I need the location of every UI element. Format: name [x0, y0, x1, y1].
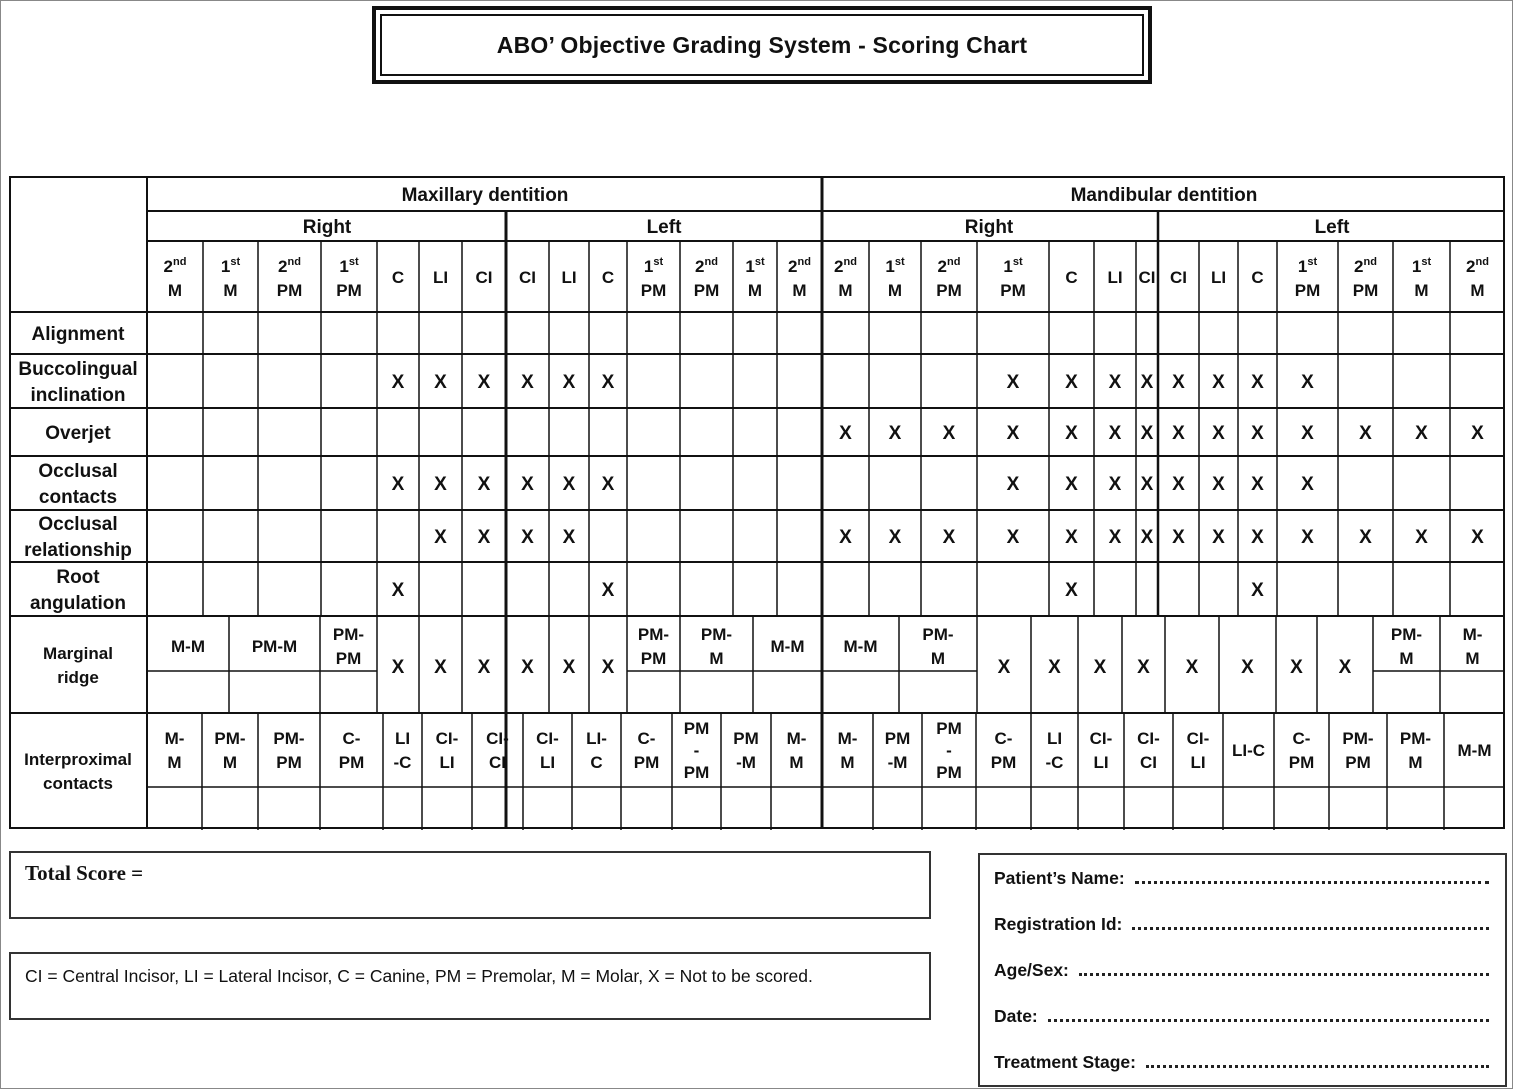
not-scored-mark: X: [1006, 423, 1020, 444]
not-scored-mark: X: [1212, 423, 1225, 444]
interproximal-label: -C: [1045, 753, 1064, 773]
scoring-chart-table: [9, 176, 1507, 832]
interproximal-label: C-: [994, 729, 1013, 749]
row-label: Root: [56, 566, 100, 588]
not-scored-mark: X: [1251, 474, 1264, 495]
not-scored-mark: X: [562, 372, 576, 393]
not-scored-mark: X: [391, 657, 405, 678]
maxillary-header: Maxillary dentition: [401, 185, 569, 206]
interproximal-label: -C: [393, 753, 412, 773]
not-scored-mark: X: [1006, 527, 1020, 548]
not-scored-mark: X: [1065, 580, 1078, 601]
not-scored-mark: X: [1301, 372, 1314, 393]
not-scored-mark: X: [1108, 372, 1122, 393]
not-scored-mark: X: [1065, 474, 1078, 495]
tooth-label: 1st: [745, 256, 765, 276]
not-scored-mark: X: [1415, 423, 1428, 444]
not-scored-mark: X: [1140, 527, 1154, 548]
not-scored-mark: X: [1471, 423, 1484, 444]
row-label: contacts: [38, 486, 118, 508]
marginal-ridge-label: PM: [335, 649, 362, 669]
row-label: inclination: [30, 384, 126, 406]
marginal-ridge-label: M: [1465, 649, 1480, 669]
marginal-ridge-label: PM-: [922, 625, 954, 645]
marginal-ridge-label: PM-M: [251, 637, 298, 657]
tooth-label: 1st: [220, 256, 241, 276]
marginal-ridge-label: PM-: [1390, 625, 1423, 645]
not-scored-mark: X: [434, 657, 447, 678]
interproximal-label: C-: [637, 729, 656, 749]
treatment-stage-line[interactable]: [1146, 1065, 1489, 1068]
tooth-label: PM: [1294, 281, 1321, 300]
interproximal-label: PM: [1345, 753, 1371, 773]
interproximal-label: LI: [1190, 753, 1206, 773]
tooth-label: 2nd: [695, 256, 718, 276]
not-scored-mark: X: [997, 657, 1011, 678]
interproximal-label: PM-: [273, 729, 305, 749]
not-scored-mark: X: [1108, 527, 1122, 548]
interproximal-label: PM: [733, 729, 759, 749]
interproximal-label: PM-: [1342, 729, 1374, 749]
tooth-label: M: [223, 281, 238, 300]
not-scored-mark: X: [1415, 527, 1428, 548]
interproximal-label: LI: [1093, 753, 1109, 773]
interproximal-label: PM: [683, 719, 710, 739]
interproximal-label: M-: [837, 729, 858, 749]
mandibular-right-header: Right: [964, 217, 1014, 238]
total-score-box[interactable]: [9, 851, 931, 919]
tooth-label: PM: [276, 281, 303, 300]
tooth-label: PM: [693, 281, 720, 300]
interproximal-label: CI: [1140, 753, 1157, 773]
date-label: Date:: [994, 1006, 1038, 1026]
interproximal-label: PM: [884, 729, 911, 749]
tooth-label: CI: [475, 268, 493, 287]
not-scored-mark: X: [521, 527, 534, 548]
patient-name-line[interactable]: [1135, 881, 1489, 884]
not-scored-mark: X: [839, 423, 852, 444]
tooth-label: 2nd: [937, 256, 961, 276]
interproximal-label: CI-: [435, 729, 459, 749]
tooth-label: M: [887, 281, 903, 300]
age-sex-line[interactable]: [1079, 973, 1489, 976]
not-scored-mark: X: [1301, 423, 1314, 444]
tooth-label: LI: [561, 268, 577, 287]
not-scored-mark: X: [1140, 372, 1154, 393]
not-scored-mark: X: [521, 474, 534, 495]
interproximal-label: -M: [736, 753, 756, 773]
tooth-label: CI: [1138, 268, 1156, 287]
row-label: Alignment: [31, 323, 125, 345]
registration-id-field[interactable]: [994, 911, 1489, 935]
not-scored-mark: X: [1251, 423, 1264, 444]
not-scored-mark: X: [1185, 657, 1199, 678]
row-label: contacts: [43, 774, 113, 794]
interproximal-label: PM-: [214, 729, 246, 749]
not-scored-mark: X: [1006, 474, 1020, 495]
mandibular-left-header: Left: [1314, 217, 1350, 238]
marginal-ridge-label: PM-: [637, 625, 670, 645]
marginal-ridge-label: M-M: [770, 637, 805, 657]
interproximal-label: PM: [683, 763, 710, 783]
interproximal-label: CI-: [536, 729, 559, 749]
tooth-label: 2nd: [788, 256, 811, 276]
tooth-label: 2nd: [278, 256, 301, 276]
not-scored-mark: X: [1359, 423, 1372, 444]
not-scored-mark: X: [839, 527, 852, 548]
maxillary-right-header: Right: [302, 217, 352, 238]
tooth-label: CI: [519, 268, 536, 287]
not-scored-mark: X: [562, 474, 576, 495]
interproximal-label: C-: [342, 729, 361, 749]
title-box: [372, 6, 1152, 84]
interproximal-label: PM: [1288, 753, 1315, 773]
not-scored-mark: X: [888, 423, 902, 444]
not-scored-mark: X: [1172, 527, 1185, 548]
row-label: Buccolingual: [18, 358, 138, 380]
marginal-ridge-label: M: [1399, 649, 1414, 669]
legend-box: [9, 952, 931, 1020]
marginal-ridge-label: PM: [640, 649, 667, 669]
tooth-label: M: [1470, 281, 1485, 300]
tooth-label: 2nd: [1354, 256, 1377, 276]
not-scored-mark: X: [1212, 474, 1225, 495]
not-scored-mark: X: [1108, 423, 1122, 444]
row-label: Occlusal: [38, 460, 118, 482]
interproximal-label: PM: [990, 753, 1017, 773]
tooth-label: PM: [1352, 281, 1379, 300]
interproximal-label: PM: [936, 763, 962, 783]
tooth-label: 1st: [1003, 256, 1023, 276]
not-scored-mark: X: [477, 474, 491, 495]
row-label: ridge: [57, 668, 99, 688]
tooth-label: LI: [1107, 268, 1123, 287]
not-scored-mark: X: [1172, 423, 1185, 444]
not-scored-mark: X: [1338, 657, 1352, 678]
not-scored-mark: X: [1006, 372, 1020, 393]
age-sex-label: Age/Sex:: [994, 960, 1069, 980]
not-scored-mark: X: [477, 657, 491, 678]
not-scored-mark: X: [1140, 423, 1154, 444]
not-scored-mark: X: [1301, 474, 1314, 495]
not-scored-mark: X: [434, 372, 447, 393]
interproximal-label: M: [167, 753, 182, 773]
not-scored-mark: X: [1241, 657, 1254, 678]
not-scored-mark: X: [1471, 527, 1484, 548]
legend-text: CI = Central Incisor, LI = Lateral Incisor, C = Canine, PM = Premolar, M = Molar, X = Not to be scored.: [25, 966, 813, 986]
tooth-label: PM: [1000, 281, 1026, 300]
interproximal-label: CI: [489, 753, 506, 773]
interproximal-label: M: [789, 753, 804, 773]
tooth-label: PM: [640, 281, 667, 300]
tooth-label: 2nd: [834, 256, 857, 276]
tooth-label: M: [747, 281, 763, 300]
not-scored-mark: X: [562, 527, 576, 548]
tooth-label: C: [391, 268, 405, 287]
marginal-ridge-label: M-: [1462, 625, 1483, 645]
interproximal-label: C: [590, 753, 603, 773]
not-scored-mark: X: [1212, 527, 1225, 548]
not-scored-mark: X: [1251, 580, 1264, 601]
not-scored-mark: X: [1290, 657, 1303, 678]
not-scored-mark: X: [601, 657, 615, 678]
interproximal-label: M-: [786, 729, 807, 749]
not-scored-mark: X: [1108, 474, 1122, 495]
tooth-label: 2nd: [1466, 256, 1489, 276]
patient-name-label: Patient’s Name:: [994, 868, 1125, 888]
marginal-ridge-label: M-M: [843, 637, 878, 657]
not-scored-mark: X: [477, 527, 491, 548]
tooth-label: 1st: [885, 256, 905, 276]
interproximal-label: PM: [338, 753, 365, 773]
tooth-label: LI: [1210, 268, 1227, 287]
not-scored-mark: X: [434, 527, 447, 548]
not-scored-mark: X: [391, 580, 405, 601]
interproximal-label: PM: [633, 753, 660, 773]
tooth-label: M: [792, 281, 807, 300]
maxillary-left-header: Left: [646, 217, 682, 238]
date-line[interactable]: [1048, 1019, 1489, 1022]
not-scored-mark: X: [942, 527, 956, 548]
row-label: Marginal: [43, 644, 113, 664]
not-scored-mark: X: [1065, 527, 1078, 548]
not-scored-mark: X: [1065, 423, 1078, 444]
not-scored-mark: X: [1172, 372, 1185, 393]
not-scored-mark: X: [1048, 657, 1061, 678]
treatment-stage-field[interactable]: [994, 1049, 1489, 1073]
not-scored-mark: X: [1065, 372, 1078, 393]
interproximal-label: -: [946, 741, 952, 761]
registration-id-label: Registration Id:: [994, 914, 1123, 934]
not-scored-mark: X: [434, 474, 447, 495]
not-scored-mark: X: [1093, 657, 1107, 678]
interproximal-label: LI-C: [1231, 741, 1266, 761]
not-scored-mark: X: [888, 527, 902, 548]
interproximal-label: LI-: [586, 729, 607, 749]
interproximal-label: M-M: [1457, 741, 1492, 761]
interproximal-label: M: [840, 753, 855, 773]
tooth-label: LI: [432, 268, 449, 287]
registration-id-line[interactable]: [1132, 927, 1489, 930]
not-scored-mark: X: [1137, 657, 1150, 678]
interproximal-label: PM: [276, 753, 302, 773]
not-scored-mark: X: [521, 657, 534, 678]
not-scored-mark: X: [1172, 474, 1185, 495]
marginal-ridge-label: M: [709, 649, 724, 669]
not-scored-mark: X: [1251, 372, 1264, 393]
patient-name-field[interactable]: [994, 865, 1489, 889]
interproximal-label: -: [693, 741, 700, 761]
not-scored-mark: X: [601, 372, 615, 393]
not-scored-mark: X: [1140, 474, 1154, 495]
marginal-ridge-label: PM-: [332, 625, 365, 645]
tooth-label: M: [167, 281, 183, 300]
page-title: ABO’ Objective Grading System - Scoring Chart: [380, 14, 1144, 76]
tooth-label: 1st: [1297, 256, 1318, 276]
interproximal-label: CI-: [1089, 729, 1113, 749]
tooth-label: M: [838, 281, 853, 300]
interproximal-label: M: [222, 753, 238, 773]
treatment-stage-label: Treatment Stage:: [994, 1052, 1136, 1072]
tooth-label: C: [601, 268, 615, 287]
interproximal-label: LI: [1046, 729, 1063, 749]
not-scored-mark: X: [1212, 372, 1225, 393]
interproximal-label: PM: [936, 719, 962, 739]
not-scored-mark: X: [942, 423, 956, 444]
not-scored-mark: X: [391, 372, 405, 393]
interproximal-label: -M: [887, 753, 908, 773]
interproximal-label: PM-: [1399, 729, 1432, 749]
interproximal-label: CI-: [1137, 729, 1160, 749]
tooth-label: 1st: [643, 256, 664, 276]
not-scored-mark: X: [477, 372, 491, 393]
not-scored-mark: X: [1359, 527, 1372, 548]
not-scored-mark: X: [601, 580, 615, 601]
row-label: relationship: [24, 539, 132, 561]
date-field[interactable]: [994, 1003, 1489, 1027]
patient-info-box: [978, 853, 1507, 1087]
interproximal-label: LI: [394, 729, 411, 749]
tooth-label: PM: [936, 281, 962, 300]
marginal-ridge-label: M: [930, 649, 946, 669]
interproximal-label: LI: [539, 753, 556, 773]
marginal-ridge-label: M-M: [171, 637, 205, 657]
tooth-label: C: [1251, 268, 1264, 287]
not-scored-mark: X: [562, 657, 576, 678]
not-scored-mark: X: [521, 372, 534, 393]
tooth-label: 1st: [339, 256, 359, 276]
tooth-label: 2nd: [163, 256, 187, 276]
interproximal-label: LI: [439, 753, 455, 773]
row-label: Interproximal: [24, 750, 132, 770]
interproximal-label: C-: [1292, 729, 1311, 749]
not-scored-mark: X: [1251, 527, 1264, 548]
mandibular-header: Mandibular dentition: [1070, 185, 1258, 206]
interproximal-label: M-: [164, 729, 185, 749]
interproximal-label: CI-: [486, 729, 509, 749]
age-sex-field[interactable]: [994, 957, 1489, 981]
interproximal-label: M: [1408, 753, 1423, 773]
not-scored-mark: X: [391, 474, 405, 495]
not-scored-mark: X: [601, 474, 615, 495]
tooth-label: 1st: [1411, 256, 1432, 276]
tooth-label: CI: [1170, 268, 1187, 287]
row-label: Overjet: [45, 422, 111, 444]
tooth-label: C: [1065, 268, 1078, 287]
not-scored-mark: X: [1301, 527, 1314, 548]
row-label: angulation: [29, 592, 127, 614]
row-label: Occlusal: [38, 513, 118, 535]
tooth-label: M: [1414, 281, 1429, 300]
total-score-label: Total Score =: [25, 861, 144, 885]
marginal-ridge-label: PM-: [700, 625, 733, 645]
tooth-label: PM: [336, 281, 362, 300]
interproximal-label: CI-: [1186, 729, 1210, 749]
